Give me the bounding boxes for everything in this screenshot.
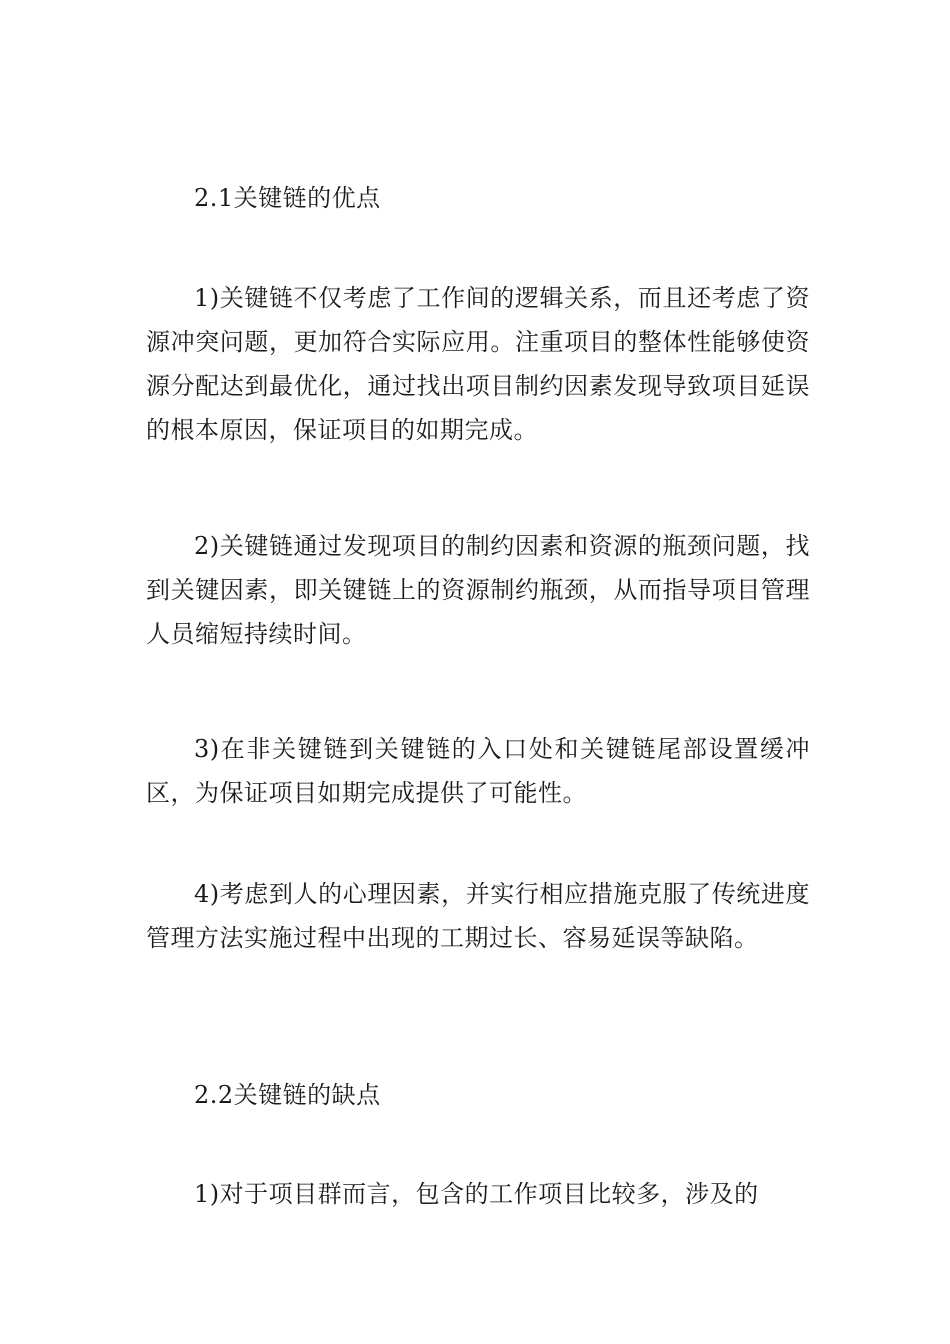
section-heading-advantages: 2.1关键链的优点	[194, 184, 381, 212]
paragraph-disadvantage-1: 1)对于项目群而言，包含的工作项目比较多，涉及的	[194, 1180, 759, 1208]
paragraph-advantage-2: 2)关键链通过发现项目的制约因素和资源的瓶颈问题，找到关键因素，即关键链上的资源制约瓶颈，从而指导项目管理人员缩短持续时间。	[146, 532, 810, 648]
paragraph-advantage-3: 3)在非关键链到关键链的入口处和关键链尾部设置缓冲区，为保证项目如期完成提供了可能性。	[146, 735, 810, 807]
paragraph-advantage-4: 4)考虑到人的心理因素，并实行相应措施克服了传统进度管理方法实施过程中出现的工期过长、容易延误等缺陷。	[146, 880, 810, 952]
section-heading-disadvantages: 2.2关键链的缺点	[194, 1081, 381, 1109]
paragraph-advantage-1: 1)关键链不仅考虑了工作间的逻辑关系，而且还考虑了资源冲突问题，更加符合实际应用。注重项目的整体性能够使资源分配达到最优化，通过找出项目制约因素发现导致项目延误的根本原因，保证项目的如期完成。	[146, 284, 810, 444]
